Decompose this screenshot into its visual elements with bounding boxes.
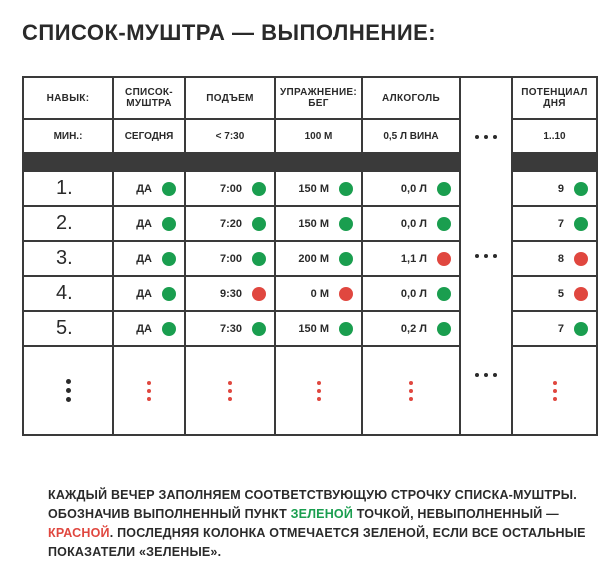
more-rows — [114, 347, 184, 434]
green-dot-icon — [252, 217, 266, 231]
min-potential: 1..10 — [513, 120, 596, 152]
cell-value: 0,0 Л — [400, 182, 427, 195]
cell-value: 7:30 — [219, 322, 242, 335]
wake-cell — [186, 277, 274, 310]
cell-value: 1,1 Л — [400, 252, 427, 265]
run-cell — [276, 207, 361, 240]
vertical-ellipsis-icon — [553, 381, 557, 401]
min-label: МИН.: — [24, 120, 112, 152]
wake-cell — [186, 172, 274, 205]
min-list: СЕГОДНЯ — [114, 120, 184, 152]
red-dot-icon — [574, 252, 588, 266]
green-dot-icon — [339, 182, 353, 196]
cell-value: 150 М — [298, 217, 329, 230]
cell-value: ДА — [136, 217, 152, 230]
cell-value: 200 М — [298, 252, 329, 265]
wake-cell — [186, 312, 274, 345]
red-dot-icon — [437, 252, 451, 266]
cell-value: 0,2 Л — [400, 322, 427, 335]
more-rows — [186, 347, 274, 434]
wake-cell — [186, 242, 274, 275]
green-dot-icon — [162, 252, 176, 266]
header-alcohol: АЛКОГОЛЬ — [363, 78, 459, 118]
cell-value: 8 — [557, 252, 564, 265]
potential-cell — [513, 242, 596, 275]
more-rows — [24, 347, 112, 434]
cell-value: ДА — [136, 287, 152, 300]
caption-text: . ПОСЛЕДНЯЯ КОЛОНКА ОТМЕЧАЕТСЯ ЗЕЛЕНОЙ, ЕСЛИ ВСЕ ОСТАЛЬНЫЕ ПОКАЗАТЕЛИ «ЗЕЛЕНЫЕ». — [48, 526, 586, 559]
cell-value: 7:20 — [219, 217, 242, 230]
list-cell — [114, 242, 184, 275]
cell-value: 0,0 Л — [400, 217, 427, 230]
potential-cell — [513, 207, 596, 240]
green-dot-icon — [339, 252, 353, 266]
cell-value: 7 — [557, 217, 564, 230]
vertical-ellipsis-icon — [228, 381, 232, 401]
cell-value: ДА — [136, 252, 152, 265]
vertical-ellipsis-icon — [317, 381, 321, 401]
green-dot-icon — [574, 322, 588, 336]
row-number: 5. — [24, 312, 112, 345]
header-skill: НАВЫК: — [24, 78, 112, 118]
green-dot-icon — [252, 182, 266, 196]
list-cell — [114, 277, 184, 310]
header-run: УПРАЖНЕНИЕ: БЕГ — [276, 78, 361, 118]
cell-value: ДА — [136, 322, 152, 335]
green-dot-icon — [574, 182, 588, 196]
green-dot-icon — [339, 322, 353, 336]
caption-text: ТОЧКОЙ, НЕВЫПОЛНЕННЫЙ — — [353, 507, 559, 521]
vertical-ellipsis-icon — [66, 379, 71, 402]
row-number: 1. — [24, 172, 112, 205]
more-rows — [363, 347, 459, 434]
green-dot-icon — [162, 182, 176, 196]
alcohol-cell — [363, 207, 459, 240]
green-dot-icon — [574, 217, 588, 231]
run-cell — [276, 312, 361, 345]
green-dot-icon — [339, 217, 353, 231]
min-run: 100 М — [276, 120, 361, 152]
green-dot-icon — [437, 217, 451, 231]
wake-cell — [186, 207, 274, 240]
alcohol-cell — [363, 172, 459, 205]
ellipsis-icon — [475, 135, 497, 139]
potential-cell — [513, 172, 596, 205]
green-dot-icon — [162, 217, 176, 231]
min-alcohol: 0,5 Л ВИНА — [363, 120, 459, 152]
red-dot-icon — [339, 287, 353, 301]
run-cell — [276, 172, 361, 205]
run-cell — [276, 277, 361, 310]
tracking-table — [22, 76, 598, 436]
header-wake: ПОДЪЕМ — [186, 78, 274, 118]
row-number: 2. — [24, 207, 112, 240]
caption — [48, 486, 588, 562]
cell-value: 0 М — [310, 287, 329, 300]
green-dot-icon — [437, 322, 451, 336]
more-rows — [276, 347, 361, 434]
green-dot-icon — [162, 287, 176, 301]
green-dot-icon — [252, 322, 266, 336]
cell-value: 7:00 — [219, 182, 242, 195]
alcohol-cell — [363, 242, 459, 275]
list-cell — [114, 172, 184, 205]
red-dot-icon — [252, 287, 266, 301]
cell-value: 7 — [557, 322, 564, 335]
cell-value: 9 — [557, 182, 564, 195]
min-wake: < 7:30 — [186, 120, 274, 152]
cell-value: 150 М — [298, 182, 329, 195]
cell-value: 5 — [557, 287, 564, 300]
cell-value: 7:00 — [219, 252, 242, 265]
cell-value: 0,0 Л — [400, 287, 427, 300]
alcohol-cell — [363, 277, 459, 310]
header-potential: ПОТЕНЦИАЛ ДНЯ — [513, 78, 596, 118]
run-cell — [276, 242, 361, 275]
caption-green-word: ЗЕЛЕНОЙ — [290, 507, 354, 521]
green-dot-icon — [437, 287, 451, 301]
more-rows — [513, 347, 596, 434]
header-list: СПИСОК-МУШТРА — [114, 78, 184, 118]
cell-value: ДА — [136, 182, 152, 195]
row-number: 4. — [24, 277, 112, 310]
list-cell — [114, 312, 184, 345]
vertical-ellipsis-icon — [409, 381, 413, 401]
ellipsis-column — [461, 78, 511, 434]
potential-cell — [513, 277, 596, 310]
potential-cell — [513, 312, 596, 345]
row-number: 3. — [24, 242, 112, 275]
page-title: СПИСОК-МУШТРА — ВЫПОЛНЕНИЕ: — [22, 20, 437, 45]
caption-red-word: КРАСНОЙ — [48, 526, 110, 540]
ellipsis-icon — [475, 254, 497, 258]
vertical-ellipsis-icon — [147, 381, 151, 401]
alcohol-cell — [363, 312, 459, 345]
red-dot-icon — [574, 287, 588, 301]
cell-value: 150 М — [298, 322, 329, 335]
green-dot-icon — [162, 322, 176, 336]
green-dot-icon — [437, 182, 451, 196]
ellipsis-icon — [475, 373, 497, 377]
cell-value: 9:30 — [219, 287, 242, 300]
caption-text: КАЖДЫЙ ВЕЧЕР ЗАПОЛНЯЕМ СООТВЕТСТВУЮЩУЮ СТРОЧКУ СПИСКА-МУШТРЫ. ОБОЗНАЧИВ ВЫПОЛНЕННЫЙ ПУНКТ — [48, 488, 577, 521]
green-dot-icon — [252, 252, 266, 266]
list-cell — [114, 207, 184, 240]
